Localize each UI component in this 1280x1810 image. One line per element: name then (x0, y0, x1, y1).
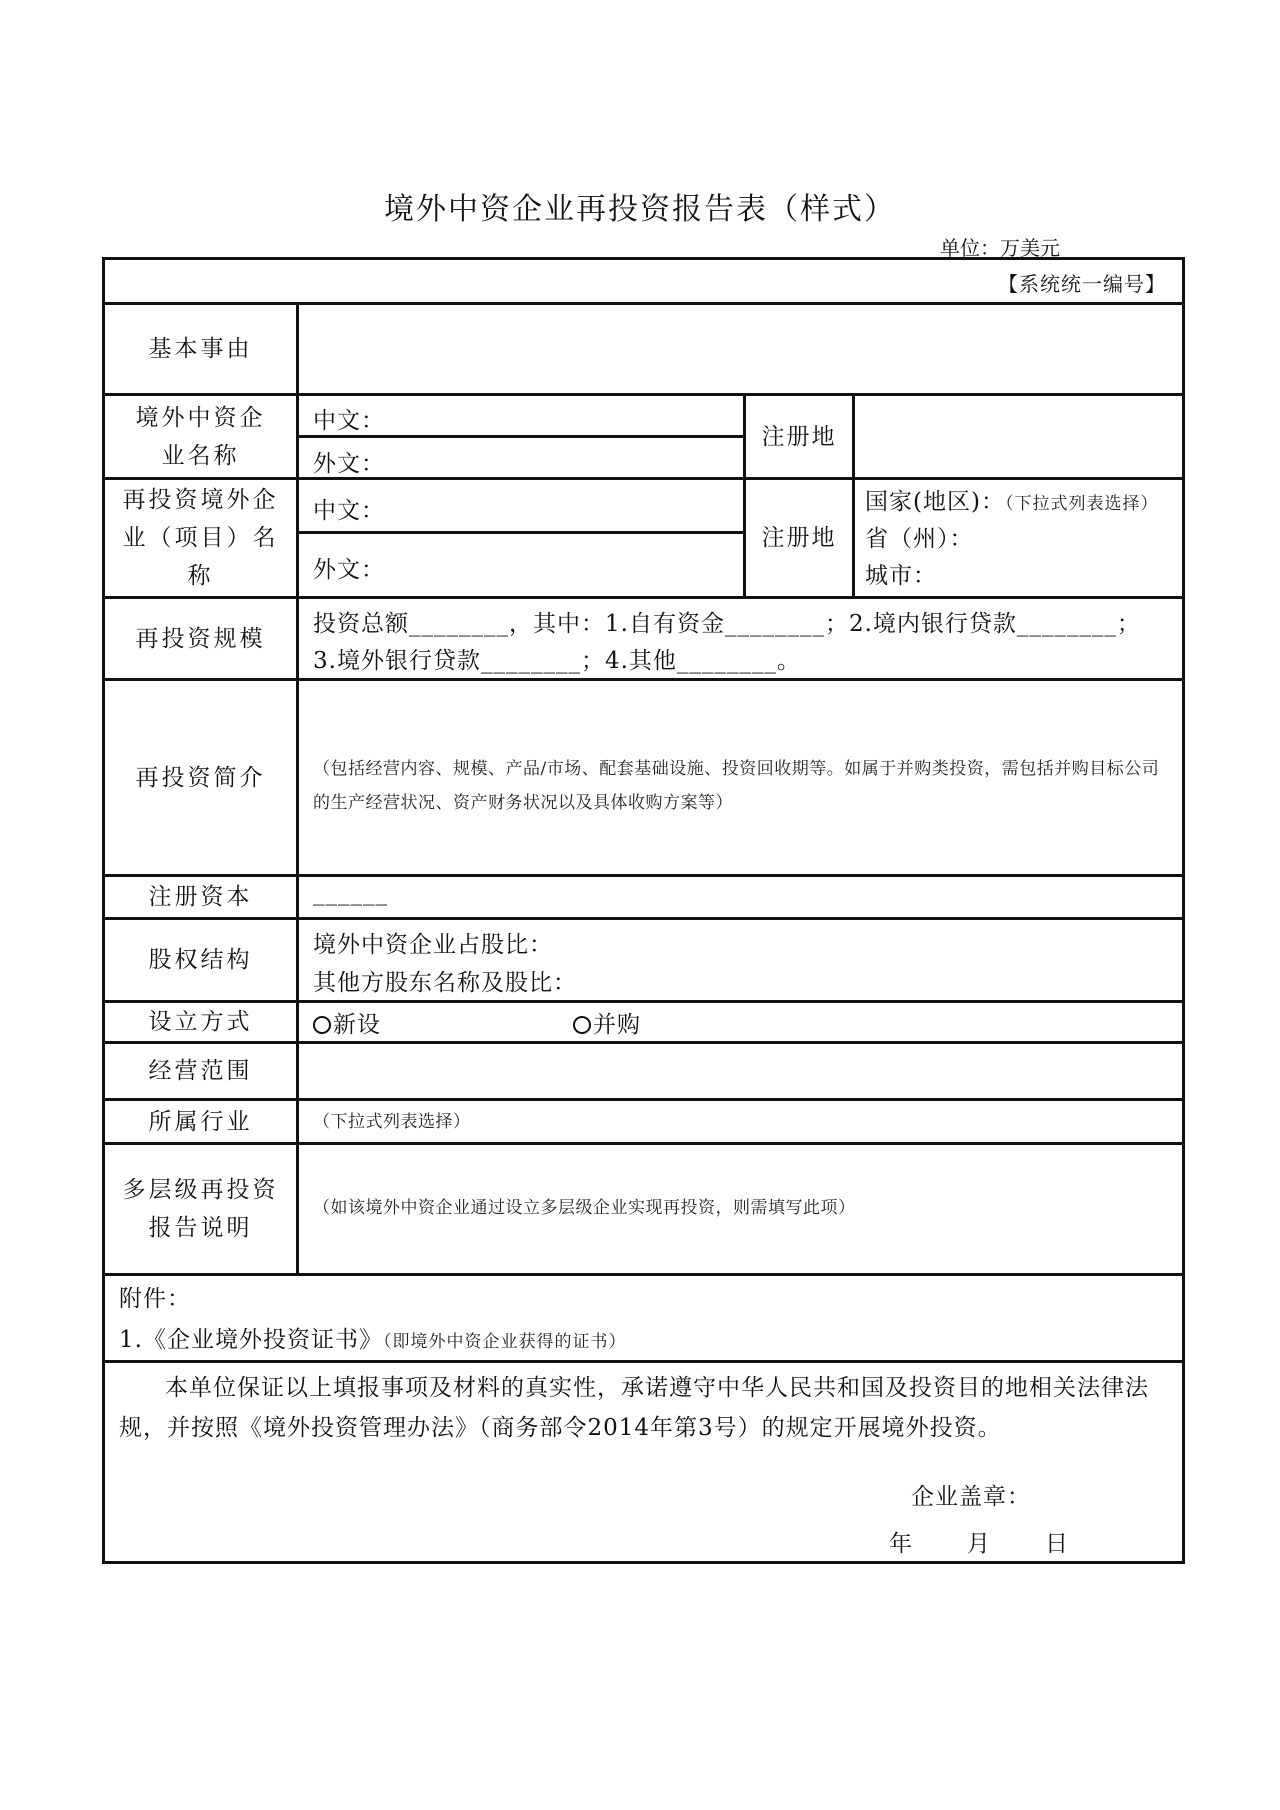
date-year: 年 (889, 1531, 913, 1557)
label-intro: 再投资简介 (135, 764, 266, 791)
label-equity-structure: 股权结构 (148, 947, 253, 973)
label-registered-capital: 注册资本 (148, 884, 253, 910)
option-merger-label: 并购 (593, 1012, 641, 1038)
label-overseas-enterprise-name: 境外中资企业名称 (135, 404, 266, 469)
row-divider (297, 435, 744, 438)
label-industry: 所属行业 (148, 1108, 253, 1135)
city-field[interactable]: 城市： (865, 563, 937, 589)
column-divider (296, 302, 299, 1273)
option-new-label: 新设 (333, 1012, 381, 1038)
radio-circle-icon (313, 1016, 331, 1034)
attachment-heading: 附件： (119, 1286, 191, 1312)
basic-matter-field[interactable] (299, 305, 1182, 393)
report-form (102, 257, 1185, 1564)
equity-line-1[interactable]: 境外中资企业占股比： (313, 932, 553, 958)
option-merger-radio[interactable] (573, 1006, 641, 1039)
scale-line-2[interactable]: 3.境外银行贷款________；4.其他________。 (313, 648, 801, 674)
row-divider (297, 531, 744, 534)
business-scope-field[interactable] (299, 1044, 1182, 1098)
intro-note[interactable]: （包括经营内容、规模、产品/市场、配套基础设施、投资回收期等。如属于并购类投资，需包括并购目标公司的生产经营状况、资产财务状况以及具体收购方案等） (313, 759, 1160, 813)
province-field[interactable]: 省（州）： (865, 526, 974, 552)
date-day: 日 (1045, 1531, 1069, 1557)
row-divider (105, 1273, 1182, 1276)
overseas-name-foreign-label[interactable]: 外文： (313, 451, 385, 477)
country-region-label: 国家(地区)： (865, 489, 1005, 515)
industry-dropdown[interactable]: （下拉式列表选择） (313, 1112, 471, 1132)
registered-place-field[interactable] (855, 396, 1182, 477)
label-establish-method: 设立方式 (148, 1009, 253, 1035)
option-new-radio[interactable] (313, 1006, 381, 1039)
label-business-scope: 经营范围 (148, 1058, 253, 1084)
multilevel-note[interactable]: （如该境外中资企业通过设立多层级企业实现再投资，则需填写此项） (313, 1198, 856, 1218)
label-multilevel-report: 多层级再投资报告说明 (122, 1177, 279, 1241)
equity-line-2[interactable]: 其他方股东名称及股比： (313, 970, 577, 996)
attachment-item-1-note: （即境外中资企业获得的证书） (382, 1332, 627, 1352)
reinvest-name-foreign-label[interactable]: 外文： (313, 557, 385, 583)
unit-label: 单位：万美元 (940, 236, 1060, 260)
attachment-item-1-label: 1.《企业境外投资证书》 (119, 1327, 383, 1353)
reinvest-registered-place-label: 注册地 (761, 525, 837, 551)
label-scale: 再投资规模 (135, 625, 266, 652)
label-basic-matter: 基本事由 (148, 336, 253, 362)
attachment-item-1 (119, 1321, 626, 1354)
label-reinvest-enterprise-name: 再投资境外企业（项目）名称 (122, 487, 279, 589)
declaration-text: 本单位保证以上填报事项及材料的真实性，承诺遵守中华人民共和国及投资目的地相关法律法规，并按照《境外投资管理办法》（商务部令2014年第3号）的规定开展境外投资。 (119, 1375, 1149, 1441)
country-region-field[interactable] (865, 483, 1158, 516)
dropdown-hint: （下拉式列表选择） (1004, 494, 1159, 514)
registered-place-label: 注册地 (761, 423, 837, 450)
overseas-name-cn-label[interactable]: 中文： (313, 408, 385, 434)
system-code: 【系统统一编号】 (998, 272, 1166, 296)
row-divider (105, 1360, 1182, 1363)
reinvest-name-cn-label[interactable]: 中文： (313, 498, 385, 524)
scale-line-1[interactable]: 投资总额________，其中：1.自有资金________；2.境内银行贷款________； (313, 611, 1141, 637)
date-month: 月 (967, 1531, 991, 1557)
registered-capital-blank[interactable]: ______ (313, 880, 388, 906)
radio-circle-icon (573, 1016, 591, 1034)
page-title: 境外中资企业再投资报告表（样式） (384, 192, 896, 227)
seal-label: 企业盖章： (911, 1484, 1031, 1510)
